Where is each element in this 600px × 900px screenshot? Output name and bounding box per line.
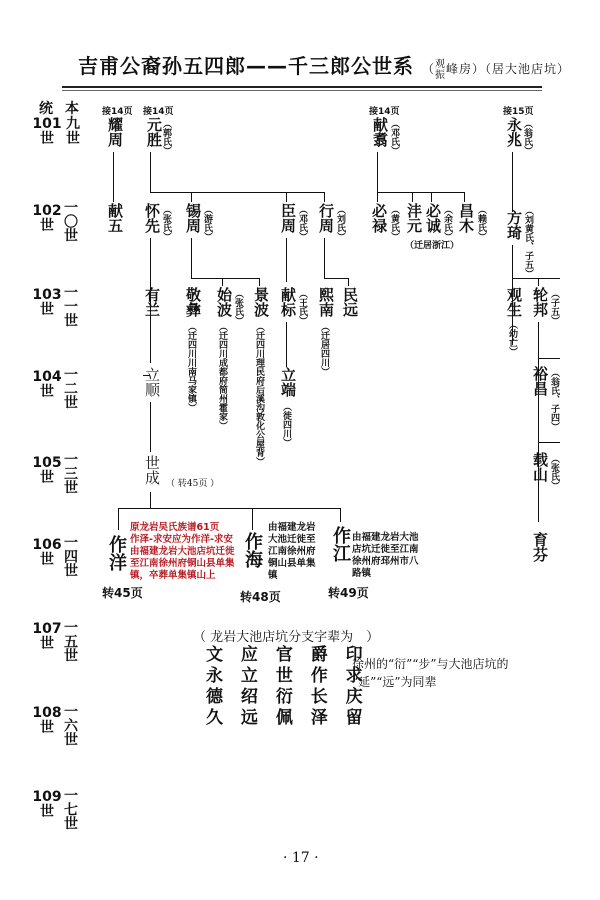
spouse-xianqiao: （邓氏） — [389, 119, 399, 155]
spouse-yuchang: （翁氏、子四） — [549, 368, 559, 431]
generation-chars-row: 德 绍 衍 长 庆 — [206, 687, 369, 707]
person-zaishan: 载山 — [531, 452, 549, 482]
gen-105-ben: 一三世 — [62, 452, 78, 494]
note-shibo: （迁四川成都府简州霍家） — [217, 322, 227, 430]
person-shibo: 始波 — [215, 287, 233, 317]
spouse-yongzhao: （翁氏） — [522, 119, 532, 155]
spouse-chenzhou: （邓氏） — [297, 205, 307, 241]
person-yaozhou: 耀周 — [106, 117, 124, 147]
line-yuansheng — [150, 152, 151, 192]
generation-chars-grid — [206, 645, 369, 729]
note-zuohai: 由福建龙岩 大池迁徙至 江南徐州府 铜山县单集 镇 — [268, 522, 316, 581]
gen-header-ben: 本 — [65, 101, 79, 117]
spouse-huaixian: （张氏） — [161, 205, 171, 241]
spouse-fangqi: （刘黄氏、子五） — [523, 206, 533, 278]
page-title — [78, 50, 570, 81]
stack-bottom: 振 — [434, 69, 446, 81]
gen-109-ben: 一七世 — [62, 788, 78, 830]
note-xinan: （迁居四川） — [319, 322, 329, 376]
gen-107-num: 107 世 — [32, 621, 62, 652]
person-xizhou: 锡周 — [184, 203, 202, 233]
generation-chars-row: 久 远 佩 泽 留 — [206, 708, 369, 728]
line-shicheng — [150, 492, 151, 508]
person-chenzhou: 臣周 — [279, 203, 297, 233]
person-liduan: 立端 — [279, 367, 297, 397]
ref-zuoyang: 转45页 — [102, 586, 143, 600]
note-guansheng: （幼亡） — [507, 320, 517, 356]
gen-104-num: 104 世 — [32, 369, 62, 400]
line-drop — [348, 278, 349, 286]
gen-109-num: 109 世 — [32, 789, 62, 820]
person-xianbiao: 献标 — [279, 287, 297, 317]
line-xizhou — [191, 238, 192, 278]
spouse-zaishan: （张氏） — [549, 454, 559, 490]
line-xingzhou-children — [324, 278, 348, 279]
line-drop — [538, 278, 539, 286]
header-rule-thick — [62, 86, 542, 88]
person-xianqiao: 献翥 — [371, 117, 389, 147]
line-drop — [286, 192, 287, 202]
line-drop — [118, 508, 119, 530]
gen-107-ben: 一五世 — [62, 620, 78, 662]
person-zuojiang: 作江 — [330, 526, 351, 562]
person-changmu: 昌木 — [457, 203, 475, 233]
gen-104-ben: 一二世 — [62, 367, 78, 409]
header-rule-thin — [62, 90, 542, 91]
spouse-bilu: （黄氏） — [389, 205, 399, 241]
branch-suffix: 峰房） — [445, 62, 485, 76]
line-lunbang-child — [538, 358, 560, 359]
person-zuoyang: 作洋 — [106, 535, 127, 571]
person-yongzhao: 永兆 — [505, 117, 523, 147]
line-drop — [191, 192, 192, 202]
person-jingyi: 敬彝 — [184, 287, 202, 317]
person-guansheng: 观生 — [505, 287, 523, 317]
note-zuojiang: 由福建龙岩大池 店坑迁徙至江南 徐州府邳州市八 路镇 — [352, 532, 419, 579]
ref-zuojiang: 转49页 — [328, 586, 369, 600]
person-fangqi: 方琦 — [505, 210, 523, 240]
person-bilu: 必禄 — [370, 203, 388, 233]
gen-103-num: 103 世 — [32, 287, 62, 318]
line-xianqiao — [377, 152, 378, 192]
person-jingbo: 景波 — [252, 287, 270, 317]
person-xingzhou: 行周 — [317, 203, 335, 233]
line-drop — [464, 192, 465, 202]
gen-103-ben: 一一世 — [62, 285, 78, 327]
line-drop — [259, 278, 260, 286]
gen-101-ben: 九 世 — [66, 116, 80, 147]
ref-yuansheng: 接14页 — [143, 107, 174, 117]
note-fengyuan: （迁居浙江） — [405, 241, 460, 251]
person-huaixian: 怀先 — [143, 203, 161, 233]
generation-chars-note: 徐州的“衍”“步”与大池店坑的 “延”“远”为同辈 — [352, 657, 509, 689]
line-drop — [431, 192, 432, 202]
note-liduan: （徙四川） — [281, 402, 291, 447]
person-xinan: 熙南 — [317, 287, 335, 317]
person-yuansheng: 元胜 — [145, 117, 163, 147]
person-zuohai: 作海 — [242, 532, 263, 568]
ref-xianqiao: 接14页 — [369, 107, 400, 117]
spouse-lunbang: （子五） — [549, 289, 559, 325]
person-youlan: 有兰 — [143, 287, 161, 317]
line-drop — [324, 192, 325, 202]
gen-108-num: 108 世 — [32, 705, 62, 736]
gen-101-num: 101 世 — [32, 116, 62, 147]
line-xizhou-children — [191, 278, 259, 279]
person-lishun: 立顺 — [143, 367, 161, 397]
line-drop — [412, 192, 413, 202]
person-bicheng: 必诚 — [424, 203, 442, 233]
line-fangqi-children — [512, 278, 560, 279]
person-xianwu: 献五 — [106, 203, 124, 233]
person-lunbang: 轮邦 — [531, 287, 549, 317]
line-drop — [377, 192, 378, 202]
gen-105-num: 105 世 — [32, 455, 62, 486]
person-minyuan: 民远 — [341, 287, 359, 317]
spouse-shibo: （张氏） — [233, 289, 243, 325]
person-yuchang: 裕昌 — [531, 366, 549, 396]
person-yufen: 育芬 — [531, 532, 549, 562]
generation-chars-row: 文 应 官 爵 印 — [206, 645, 369, 665]
line-lishun — [150, 402, 151, 452]
line-xianbiao — [286, 322, 287, 367]
line-yuchang-child — [538, 442, 560, 443]
line-drop — [222, 278, 223, 286]
ref-yongzhao: 接15页 — [503, 107, 534, 117]
person-fengyuan: 沣元 — [405, 203, 423, 233]
spouse-yuansheng: （郭氏） — [161, 119, 171, 155]
spouse-xingzhou: （刘氏） — [335, 205, 345, 241]
person-shicheng: 世成 — [143, 455, 161, 485]
line-xingzhou — [324, 238, 325, 278]
ref-shicheng: （ 转45页 ） — [166, 479, 220, 489]
line-drop — [340, 508, 341, 522]
page-number: · 17 · — [283, 850, 319, 866]
line-chenzhou — [286, 238, 287, 282]
title-branch-note — [421, 58, 571, 81]
line-yongzhao — [512, 152, 513, 212]
spouse-xianbiao: （王氏） — [297, 289, 307, 325]
line-drop — [252, 508, 253, 530]
generation-chars-row: 永 立 世 作 求 — [206, 666, 369, 686]
ref-zuohai: 转48页 — [240, 590, 281, 604]
stack-top: 观 — [434, 58, 446, 70]
spouse-xizhou: （游氏） — [202, 205, 212, 241]
ref-yaozhou: 接14页 — [102, 107, 133, 117]
line-lunbang — [538, 322, 539, 522]
gen-106-ben: 一四世 — [62, 535, 78, 577]
note-jingbo: （迁四川理民府后溪沟敦化公屋背） — [254, 322, 264, 466]
note-jingyi: （迁四川川南马家镇） — [186, 322, 196, 412]
spouse-changmu: （赖氏） — [476, 205, 486, 241]
line-shicheng-children — [118, 508, 340, 509]
gen-102-ben: 一〇世 — [62, 200, 78, 242]
gen-header-tong: 统 — [39, 101, 53, 117]
gen-106-num: 106 世 — [32, 537, 62, 568]
gen-102-num: 102 世 — [32, 203, 62, 234]
location-note: （居大池店坑） — [485, 62, 571, 76]
line-yuansheng-children — [150, 192, 325, 193]
line-yaozhou — [113, 152, 114, 202]
paren: （ — [421, 62, 435, 76]
note-zuoyang-red: 原龙岩吴氏族谱61页 作泽-求安应为作洋-求安 由福建龙岩大池店坑迁徙 至江南徐州府铜山县单集 镇，卒葬单集镇山上 — [130, 522, 235, 581]
gen-108-ben: 一六世 — [62, 704, 78, 746]
spouse-bicheng: （余氏） — [442, 205, 452, 241]
generation-chars-caption: （ 龙岩大池店坑分支字辈为 ） — [193, 630, 380, 645]
line-xianqiao-children — [377, 192, 464, 193]
stacked-chars — [435, 59, 446, 81]
title-text: 吉甫公裔孙五四郎——千三郎公世系 — [78, 54, 414, 78]
